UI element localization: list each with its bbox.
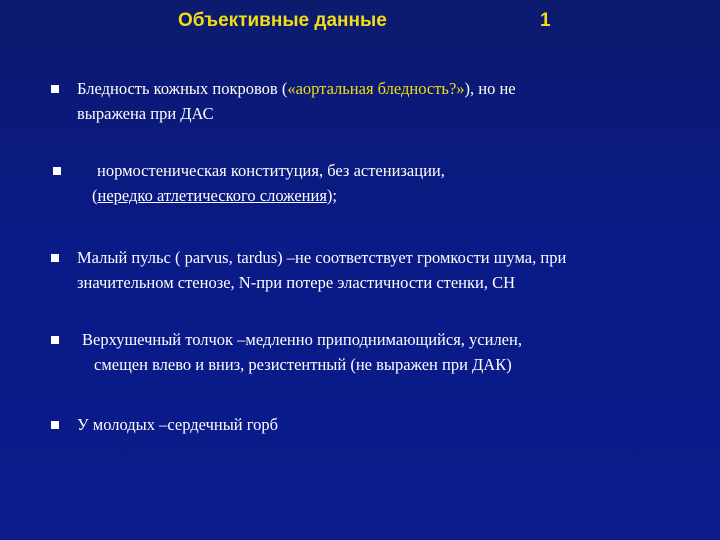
bullet-text-2 [92,158,692,208]
bullet-2-line-1: нормостеническая конституция, без астенизации, [97,161,445,180]
bullet-marker [53,167,61,175]
bullet-marker [51,85,59,93]
accent-phrase: «аортальная бледность?» [287,79,465,98]
bullet-4-line-2: смещен влево и вниз, резистентный (не выражен при ДАК) [94,355,512,374]
slide-number: 1 [540,10,551,31]
bullet-2-line-2: (нередко атлетического сложения); [92,186,338,205]
bullet-text-4 [82,327,682,377]
bullet-3-line-1: Малый пульс ( parvus, tardus) –не соответствует громкости шума, при [77,248,567,267]
slide-title: Объективные данные [178,10,387,31]
bullet-marker [51,421,59,429]
bullet-4-line-1: Верхушечный толчок –медленно приподнимающийся, усилен, [82,330,522,349]
bullet-marker [51,336,59,344]
bullet-text-1 [77,76,677,126]
title-row [0,10,720,40]
bullet-5-line-1: У молодых –сердечный горб [77,415,279,434]
bullet-text-3 [77,245,707,295]
bullet-1-line-1: Бледность кожных покровов («аортальная бледность?»), но не [77,79,516,98]
underlined-phrase: нередко атлетического сложения [97,186,327,205]
bullet-marker [51,254,59,262]
bullet-3-line-2: значительном стенозе, N-при потере эластичности стенки, СН [77,273,516,292]
bullet-text-5 [77,412,677,437]
bullet-1-line-2: выражена при ДАС [77,104,214,123]
